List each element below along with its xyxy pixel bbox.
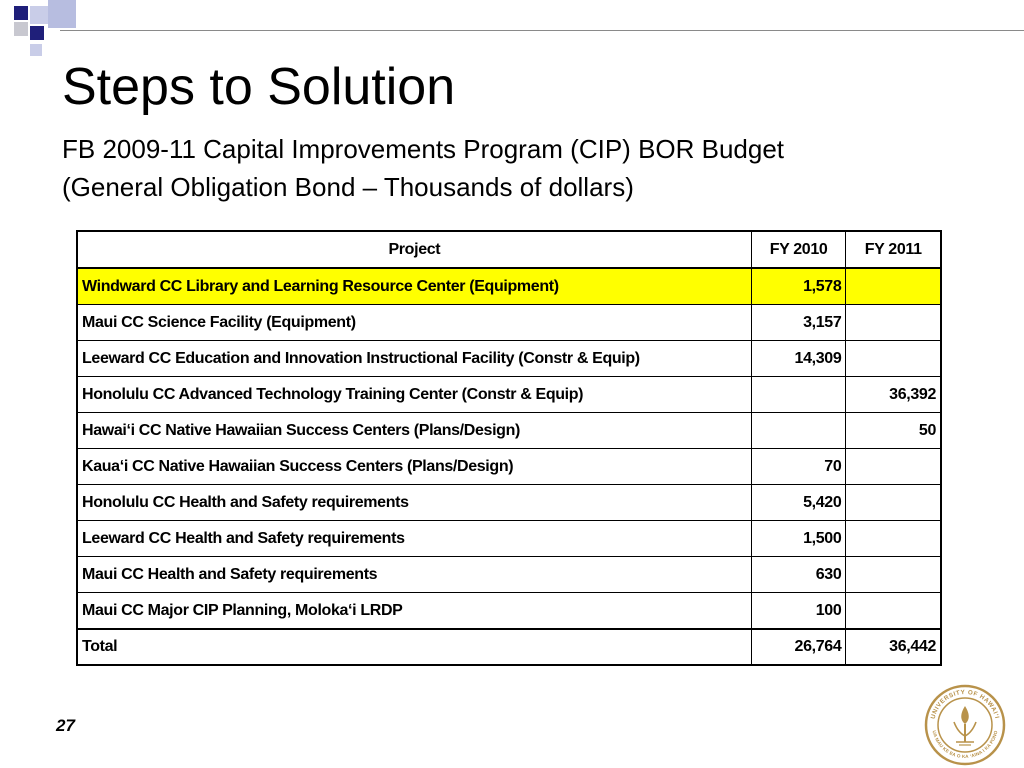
table-row — [77, 593, 941, 630]
table-row — [77, 449, 941, 485]
table-row — [77, 485, 941, 521]
corner-square-light — [30, 6, 48, 24]
project-cell: Honolulu CC Health and Safety requirements — [77, 485, 751, 521]
project-cell: Hawai‘i CC Native Hawaiian Success Centers (Plans/Design) — [77, 413, 751, 449]
fy2010-cell: 3,157 — [751, 305, 846, 341]
corner-square-gray — [14, 22, 28, 36]
column-header-fy2011: FY 2011 — [846, 231, 941, 268]
table-row — [77, 341, 941, 377]
project-cell: Kaua‘i CC Native Hawaiian Success Centers (Plans/Design) — [77, 449, 751, 485]
table-row — [77, 521, 941, 557]
seal-text-top: UNIVERSITY OF HAWAI‘I — [929, 688, 1001, 720]
fy2011-cell — [846, 449, 941, 485]
project-cell: Maui CC Health and Safety requirements — [77, 557, 751, 593]
project-cell: Leeward CC Health and Safety requirements — [77, 521, 751, 557]
fy2010-cell: 70 — [751, 449, 846, 485]
project-cell: Windward CC Library and Learning Resource Center (Equipment) — [77, 268, 751, 305]
slide-title: Steps to Solution — [62, 58, 456, 116]
fy2011-cell: 36,392 — [846, 377, 941, 413]
fy2010-cell — [751, 377, 846, 413]
table-row — [77, 377, 941, 413]
slide-subtitle — [62, 130, 962, 206]
table-row — [77, 413, 941, 449]
table-row — [77, 268, 941, 305]
project-cell: Maui CC Science Facility (Equipment) — [77, 305, 751, 341]
table-header-row — [77, 231, 941, 268]
column-header-project: Project — [77, 231, 751, 268]
project-cell: Leeward CC Education and Innovation Instructional Facility (Constr & Equip) — [77, 341, 751, 377]
seal-text-bottom: UA MAU KE EA O KA ʻAINA I KA PONO — [931, 729, 999, 760]
total-row — [77, 629, 941, 665]
subtitle-line-1: FB 2009-11 Capital Improvements Program (CIP) BOR Budget — [62, 134, 785, 164]
fy2011-cell — [846, 485, 941, 521]
fy2010-cell — [751, 413, 846, 449]
table-row — [77, 305, 941, 341]
project-cell: Maui CC Major CIP Planning, Moloka‘i LRDP — [77, 593, 751, 630]
corner-square-dark — [30, 26, 44, 40]
fy2011-cell — [846, 341, 941, 377]
cip-budget-table — [76, 230, 942, 666]
fy2010-cell: 5,420 — [751, 485, 846, 521]
fy2010-cell: 1,500 — [751, 521, 846, 557]
fy2011-cell — [846, 305, 941, 341]
project-cell: Honolulu CC Advanced Technology Training Center (Constr & Equip) — [77, 377, 751, 413]
corner-square-light — [30, 44, 42, 56]
fy2011-cell — [846, 268, 941, 305]
fy2011-cell — [846, 557, 941, 593]
subtitle-line-2: (General Obligation Bond – Thousands of dollars) — [62, 172, 634, 202]
page-number: 27 — [56, 716, 75, 735]
table-row — [77, 557, 941, 593]
fy2011-cell — [846, 521, 941, 557]
fy2010-cell: 14,309 — [751, 341, 846, 377]
fy2010-cell: 1,578 — [751, 268, 846, 305]
total-fy2011: 36,442 — [846, 629, 941, 665]
fy2011-cell — [846, 593, 941, 630]
fy2011-cell: 50 — [846, 413, 941, 449]
university-seal-icon — [924, 684, 1006, 766]
corner-square-light — [48, 0, 76, 28]
total-label: Total — [77, 629, 751, 665]
header-rule — [60, 30, 1024, 31]
fy2010-cell: 100 — [751, 593, 846, 630]
total-fy2010: 26,764 — [751, 629, 846, 665]
corner-square-dark — [14, 6, 28, 20]
column-header-fy2010: FY 2010 — [751, 231, 846, 268]
fy2010-cell: 630 — [751, 557, 846, 593]
